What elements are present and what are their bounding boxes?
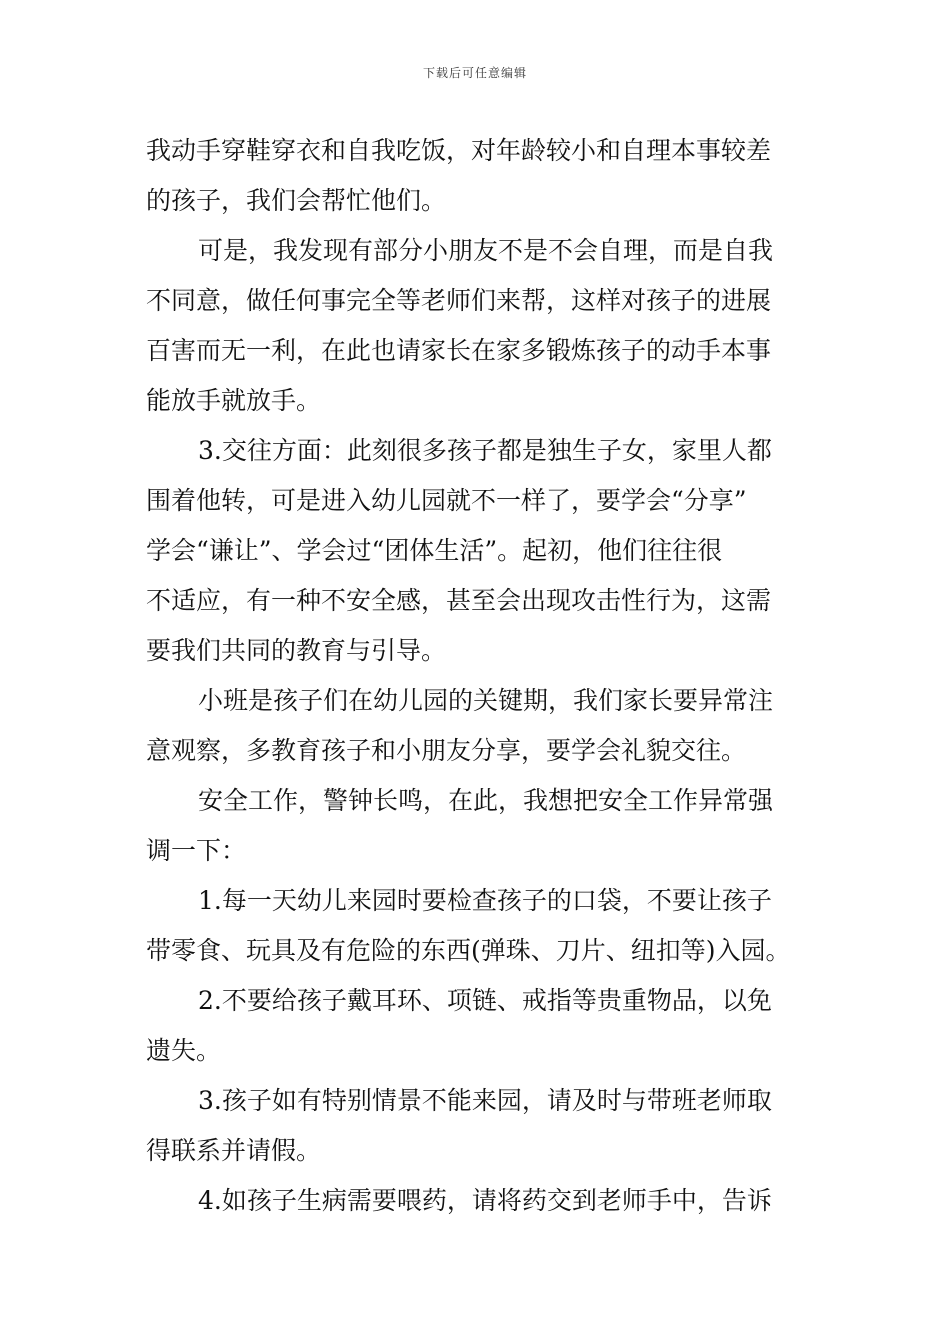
text-line: 我动手穿鞋穿衣和自我吃饭，对年龄较小和自理本事较差 xyxy=(146,136,772,165)
text-line: 安全工作，警钟长鸣，在此，我想把安全工作异常强 xyxy=(198,786,774,815)
text-line: 3.孩子如有特别情景不能来园，请及时与带班老师取 xyxy=(198,1086,772,1115)
text-line: 小班是孩子们在幼儿园的关键期，我们家长要异常注 xyxy=(198,686,774,715)
text-line: 围着他转，可是进入幼儿园就不一样了，要学会“分享” xyxy=(146,486,747,515)
text-line: 4.如孩子生病需要喂药，请将药交到老师手中，告诉 xyxy=(198,1186,772,1215)
document-body xyxy=(146,126,811,1226)
text-line: 调一下： xyxy=(146,836,247,865)
page-header: 下载后可任意编辑 xyxy=(422,66,527,80)
text-line: 能放手就放手。 xyxy=(146,386,322,415)
text-line: 得联系并请假。 xyxy=(146,1136,322,1165)
text-line: 1.每一天幼儿来园时要检查孩子的口袋，不要让孩子 xyxy=(198,886,772,915)
text-line: 2.不要给孩子戴耳环、项链、戒指等贵重物品，以免 xyxy=(198,986,772,1015)
text-line: 带零食、玩具及有危险的东西(弹珠、刀片、纽扣等)入园。 xyxy=(146,936,791,965)
text-line: 百害而无一利，在此也请家长在家多锻炼孩子的动手本事 xyxy=(146,336,772,365)
text-line: 可是，我发现有部分小朋友不是不会自理，而是自我 xyxy=(198,236,774,265)
text-line: 的孩子，我们会帮忙他们。 xyxy=(146,186,447,215)
text-line: 意观察，多教育孩子和小朋友分享，要学会礼貌交往。 xyxy=(146,736,747,765)
text-line: 遗失。 xyxy=(146,1036,222,1065)
text-line: 不同意，做任何事完全等老师们来帮，这样对孩子的进展 xyxy=(146,286,772,315)
text-line: 学会“谦让”、学会过“团体生活”。起初，他们往往很 xyxy=(146,536,723,565)
text-line: 不适应，有一种不安全感，甚至会出现攻击性行为，这需 xyxy=(146,586,772,615)
text-line: 要我们共同的教育与引导。 xyxy=(146,636,447,665)
text-line: 3.交往方面：此刻很多孩子都是独生子女，家里人都 xyxy=(198,436,772,465)
